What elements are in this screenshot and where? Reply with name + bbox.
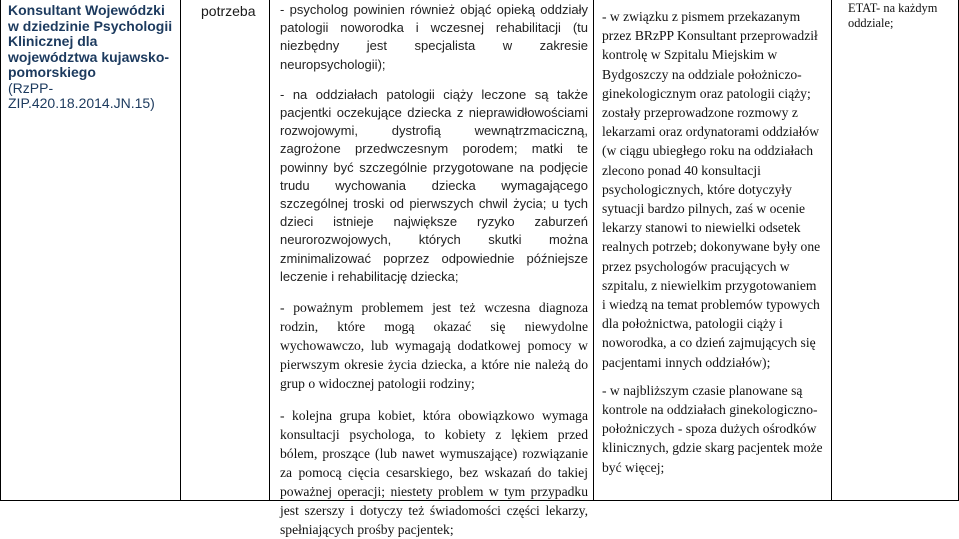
justification-paragraph: - kolejna grupa kobiet, która obowiązkowo wymaga konsultacji psychologa, to kobiety z lękiem przed bólem, proszące (lub nawet wymuszające) rozwiązanie za pomocą cięcia cesarskiego, bez wskazań do takiej poważnej operacji; niestety problem w tym przypadku jest szerszy i dotyczy też świadomości części lekarzy, spełniających prośby pacjentek; bbox=[280, 407, 588, 538]
staffing-cell bbox=[832, 0, 959, 501]
consultant-title-line: Konsultant Wojewódzki bbox=[8, 2, 165, 18]
justification-cell bbox=[270, 0, 594, 538]
justification-paragraph: - poważnym problemem jest też wczesna diagnoza rodzin, które mogą okazać się niewydolne wychowawczo, lub wymagają dodatkowej pomocy w pierwszym okresie życia dziecka, a które nie należą do grup o widocznej patologii rodziny; bbox=[280, 300, 588, 392]
need-label: potrzeba bbox=[201, 3, 256, 19]
reference-number-line: (RzPP- bbox=[8, 79, 54, 96]
consultant-title-line: Klinicznej dla bbox=[8, 33, 98, 49]
bottom-border bbox=[1, 500, 958, 501]
need-cell bbox=[181, 0, 270, 501]
staffing-text: ETAT- na każdym oddziale; bbox=[848, 1, 938, 30]
justification-paragraph: - psycholog powinien również objąć opieką oddziały patologii noworodka i wczesnej rehabilitacji (tu niezbędny jest specjalista w zakresie neuropsychologii); bbox=[280, 2, 588, 72]
response-paragraph: - w najbliższym czasie planowane są kontrole na oddziałach ginekologiczno-położniczych - spoza dużych ośrodków klinicznych, gdzie skarg pacjentek może być więcej; bbox=[602, 382, 823, 475]
consultant-title-line: pomorskiego bbox=[8, 64, 96, 80]
reference-number-line: ZIP.420.18.2014.JN.15) bbox=[8, 95, 155, 111]
response-cell bbox=[594, 0, 832, 501]
response-paragraph: - w związku z pismem przekazanym przez BRzPP Konsultant przeprowadził kontrolę w Szpitalu Miejskim w Bydgoszczy na oddziale położniczo-ginekologicznym oraz patologii ciąży; zostały przeprowadzone rozmowy z lekarzami oraz ordynatorami oddziałów (w ciągu ubiegłego roku na oddziałach zlecono ponad 40 konsultacji psychologicznych, które dotyczyły sytuacji bardzo pilnych, zaś w ocenie lekarzy stanowi to niewielki odsetek realnych potrzeb; dokonywane były one przez psychologów pracujących w szpitalu, z niewielkim przygotowaniem i wiedzą na temat problemów typowych dla położnictwa, patologii ciąży i noworodka, a co dzień zajmujących się pacjentami innych oddziałów); bbox=[602, 9, 821, 370]
justification-paragraph: - na oddziałach patologii ciąży leczone są także pacjentki oczekujące dziecka z nieprawidłowościami rozwojowymi, dystrofią wewnątrzmaciczną, zagrożone przedwczesnym porodem; matki te powinny być szczególnie przygotowane na podjęcie trudu wychowania dziecka wymagającego szczególnej troski od pierwszych chwil życia; u tych dzieci istnieje największe ryzyko zaburzeń neurorozwojowych, których skutki można zminimalizować poprzez odpowiednie późniejsze leczenie i rehabilitację dziecka; bbox=[280, 86, 588, 284]
consultant-cell bbox=[1, 0, 181, 501]
consultant-title-line: w dziedzinie Psychologii bbox=[8, 17, 173, 34]
consultant-title-line: województwa kujawsko- bbox=[8, 48, 170, 65]
